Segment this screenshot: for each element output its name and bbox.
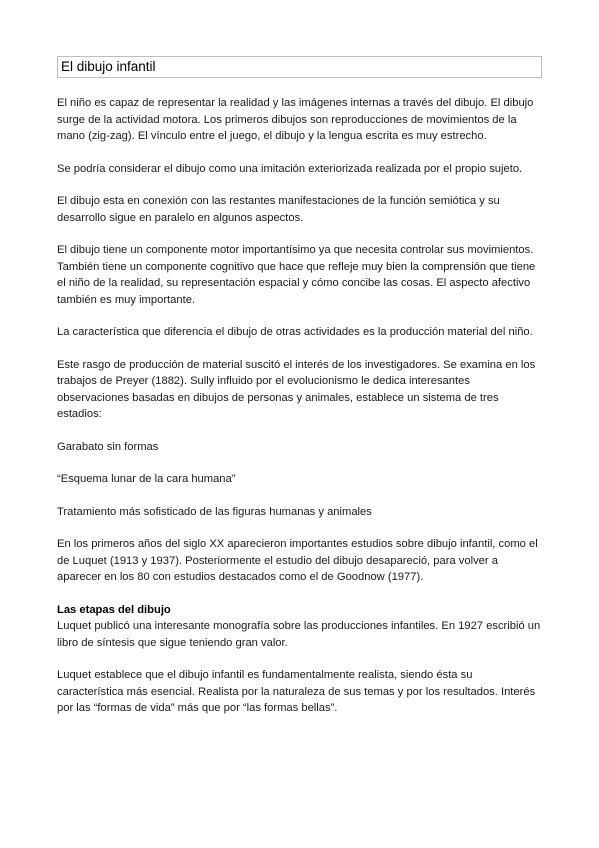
paragraph: El dibujo esta en conexión con las restantes manifestaciones de la función semiótica y su desarrollo sigue en paralelo en algunos aspectos. [57, 195, 500, 224]
stage-item: “Esquema lunar de la cara humana” [57, 473, 236, 485]
paragraph: El dibujo tiene un componente motor importantísimo ya que necesita controlar sus movimientos. También tiene un componente cognitivo que hace que refleje muy bien la comprensión que tiene el niño de la realidad, su representación espacial y cómo concibe las cosas. El aspecto afectivo también es muy importante. [57, 244, 536, 306]
section-heading: Las etapas del dibujo [57, 603, 171, 616]
paragraph: Este rasgo de producción de material suscitó el interés de los investigadores. Se examina en los trabajos de Preyer (1882). Sully influido por el evolucionismo le dedica interesantes observaciones basadas en dibujos de personas y animales, establece un sistema de tres estadios: [57, 358, 536, 420]
paragraph: La característica que diferencia el dibujo de otras actividades es la producción material del niño. [57, 326, 533, 338]
paragraph: Luquet publicó una interesante monografía sobre las producciones infantiles. En 1927 escribió un libro de síntesis que sigue teniendo gran valor. [57, 620, 541, 649]
stage-item: Tratamiento más sofisticado de las figuras humanas y animales [57, 505, 372, 518]
paragraph: Se podría considerar el dibujo como una imitación exteriorizada realizada por el propio sujeto. [57, 162, 523, 175]
title-box [57, 56, 542, 78]
paragraph: Luquet establece que el dibujo infantil es fundamentalmente realista, siendo ésta su característica más esencial. Realista por la naturaleza de sus temas y por los resultados. Interés por las “formas de vida” más que por “las formas bellas”. [57, 669, 536, 714]
stage-item: Garabato sin formas [57, 440, 159, 453]
paragraph: En los primeros años del siglo XX aparecieron importantes estudios sobre dibujo infantil, como el de Luquet (1913 y 1937). Posteriormente el estudio del dibujo desapareció, para volver a aparecer en los 80 con estudios destacados como el de Goodnow (1977). [57, 538, 538, 583]
paragraph: El niño es capaz de representar la realidad y las imágenes internas a través del dibujo. El dibujo surge de la actividad motora. Los primeros dibujos son reproducciones de movimientos de la mano (zig-zag). El vínculo entre el juego, el dibujo y la lengua escrita es muy estrecho. [57, 97, 534, 142]
document-title: El dibujo infantil [61, 59, 156, 74]
